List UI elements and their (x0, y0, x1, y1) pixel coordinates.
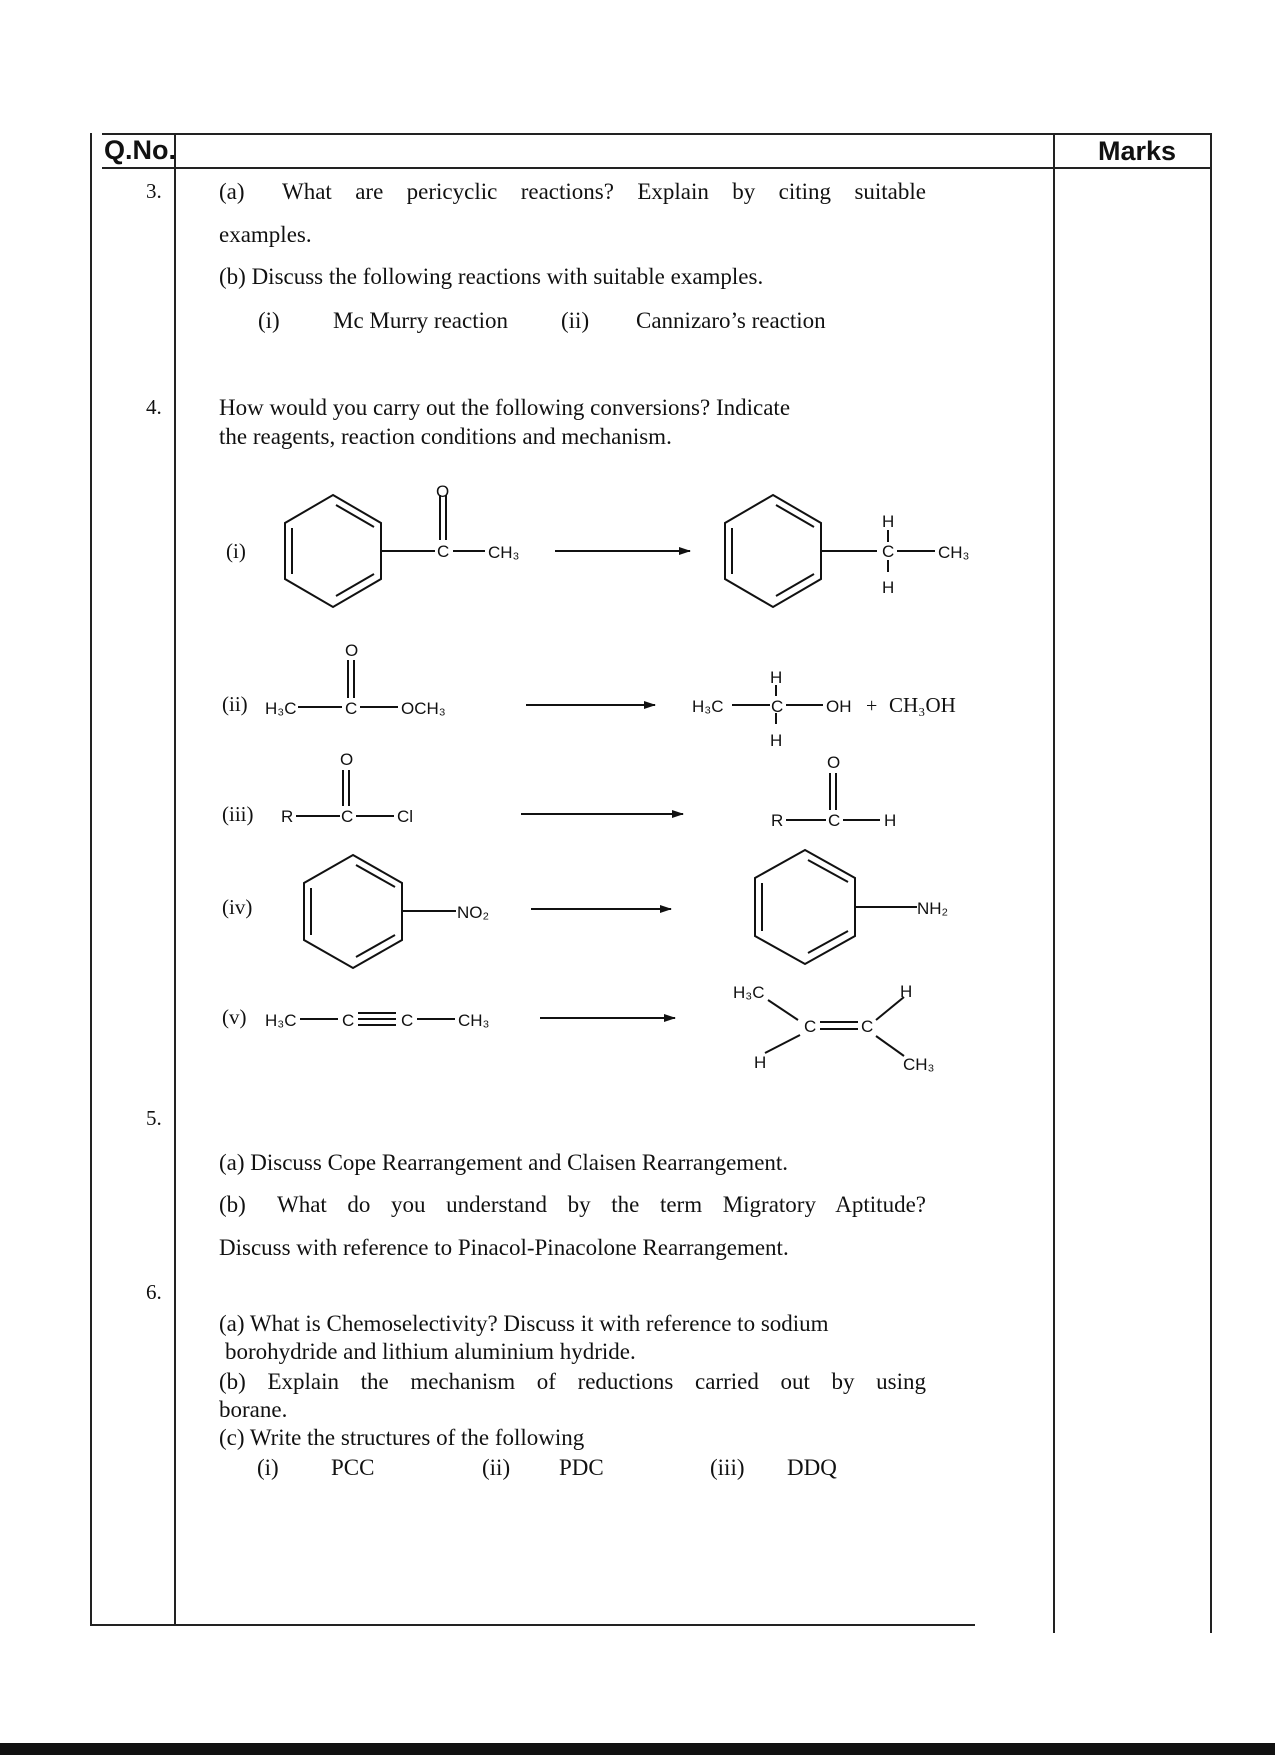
q6-c-i-text: PCC (331, 1455, 375, 1480)
q4-i-product-h-bottom: H (882, 578, 895, 597)
q4-v-reactant-c1: C (342, 1011, 355, 1030)
q3-i-label: (i) (258, 308, 280, 333)
q4-ii-product-h-bottom: H (770, 731, 783, 750)
q3-a-text-cont: examples. (219, 222, 312, 247)
q6-c-iii-label: (iii) (710, 1455, 745, 1480)
q4-ii-product-h-top: H (770, 668, 783, 687)
header-marks: Marks (1098, 136, 1177, 166)
q4-v-product-h3c: H₃C (733, 983, 765, 1002)
question-number-3: 3. (146, 179, 162, 203)
q3-ii-text: Cannizaro’s reaction (636, 308, 826, 333)
q3-i-text: Mc Murry reaction (333, 308, 508, 333)
q5-b-label: (b) (219, 1192, 246, 1217)
q4-ii-reactant-o: O (345, 641, 359, 660)
q4-i-reactant-c: C (437, 542, 450, 561)
q4-part-ii-label: (ii) (222, 692, 248, 716)
q6-c-iii-text: DDQ (787, 1455, 837, 1480)
q3-ii-label: (ii) (561, 308, 590, 333)
q4-v-product-h-left: H (754, 1053, 767, 1072)
q4-text-line1: How would you carry out the following conversions? Indicate (219, 395, 791, 420)
q6-c-text: (c) Write the structures of the following (219, 1425, 585, 1450)
q3-a-text: What are pericyclic reactions? Explain by citing suitable (282, 179, 926, 204)
q4-iii-product-h: H (884, 811, 897, 830)
q4-part-iv-label: (iv) (222, 895, 253, 919)
q5-a-text: (a) Discuss Cope Rearrangement and Claisen Rearrangement. (219, 1150, 789, 1175)
q4-part-v-label: (v) (222, 1005, 247, 1029)
question-number-4: 4. (146, 395, 162, 419)
q4-iii-product-r: R (771, 811, 784, 830)
q4-iii-reactant-c: C (341, 807, 354, 826)
q4-iii-product-c: C (828, 811, 841, 830)
q4-iii-reactant-o: O (340, 750, 354, 769)
q3-a-label: (a) (219, 179, 245, 204)
q6-c-i-label: (i) (257, 1455, 279, 1480)
question-number-5: 5. (146, 1106, 162, 1130)
q4-part-i-label: (i) (226, 539, 246, 563)
q4-v-reactant-c2: C (401, 1011, 414, 1030)
q4-iv-no2: NO₂ (457, 903, 490, 922)
q4-ii-reactant-c: C (345, 699, 358, 718)
q4-v-product-c1: C (804, 1017, 817, 1036)
q4-i-product-c: C (882, 542, 895, 561)
q4-i-product-h-top: H (882, 512, 895, 531)
q4-v-product-ch3: CH₃ (903, 1055, 935, 1074)
q5-b-text: What do you understand by the term Migratory Aptitude? (277, 1192, 926, 1217)
q4-i-product-ch3: CH₃ (938, 543, 970, 562)
q5-b-text-cont: Discuss with reference to Pinacol-Pinacolone Rearrangement. (219, 1235, 789, 1260)
q4-ii-plus: + (866, 695, 878, 717)
q4-v-product-h-right: H (900, 982, 913, 1001)
q6-a-text: (a) What is Chemoselectivity? Discuss it with reference to sodium (219, 1311, 829, 1336)
q6-b-text: (b) Explain the mechanism of reductions carried out by using (219, 1369, 926, 1394)
q6-c-ii-label: (ii) (482, 1455, 511, 1480)
q4-i-reactant-o: O (436, 482, 450, 501)
q4-ii-product-oh: OH (826, 697, 852, 716)
q4-ii-product-c: C (771, 697, 784, 716)
q4-iii-reactant-r: R (281, 807, 294, 826)
q4-ii-reactant-h3c: H₃C (265, 699, 297, 718)
q6-c-ii-text: PDC (559, 1455, 604, 1480)
header-qno: Q.No. (104, 135, 176, 165)
question-number-6: 6. (146, 1280, 162, 1304)
q4-ii-methanol: CH₃OH (889, 693, 956, 717)
q4-v-reactant-ch3: CH₃ (458, 1011, 490, 1030)
q4-part-iii-label: (iii) (222, 802, 254, 826)
q4-ii-product-h3c: H₃C (692, 697, 724, 716)
q3-b-text: (b) Discuss the following reactions with suitable examples. (219, 264, 764, 289)
q4-i-reactant-ch3: CH₃ (488, 543, 520, 562)
q4-ii-reactant-och3: OCH₃ (401, 699, 446, 718)
q4-v-product-c2: C (861, 1017, 874, 1036)
q4-v-reactant-h3c: H₃C (265, 1011, 297, 1030)
q4-text-line2: the reagents, reaction conditions and mechanism. (219, 424, 672, 449)
page-bottom-edge (0, 1743, 1275, 1755)
q4-iii-reactant-cl: Cl (397, 807, 414, 826)
q4-iii-product-o: O (827, 753, 841, 772)
q6-b-text-cont: borane. (219, 1397, 288, 1422)
q6-a-text-cont: borohydride and lithium aluminium hydride. (225, 1339, 636, 1364)
q4-iv-nh2: NH₂ (917, 899, 949, 918)
